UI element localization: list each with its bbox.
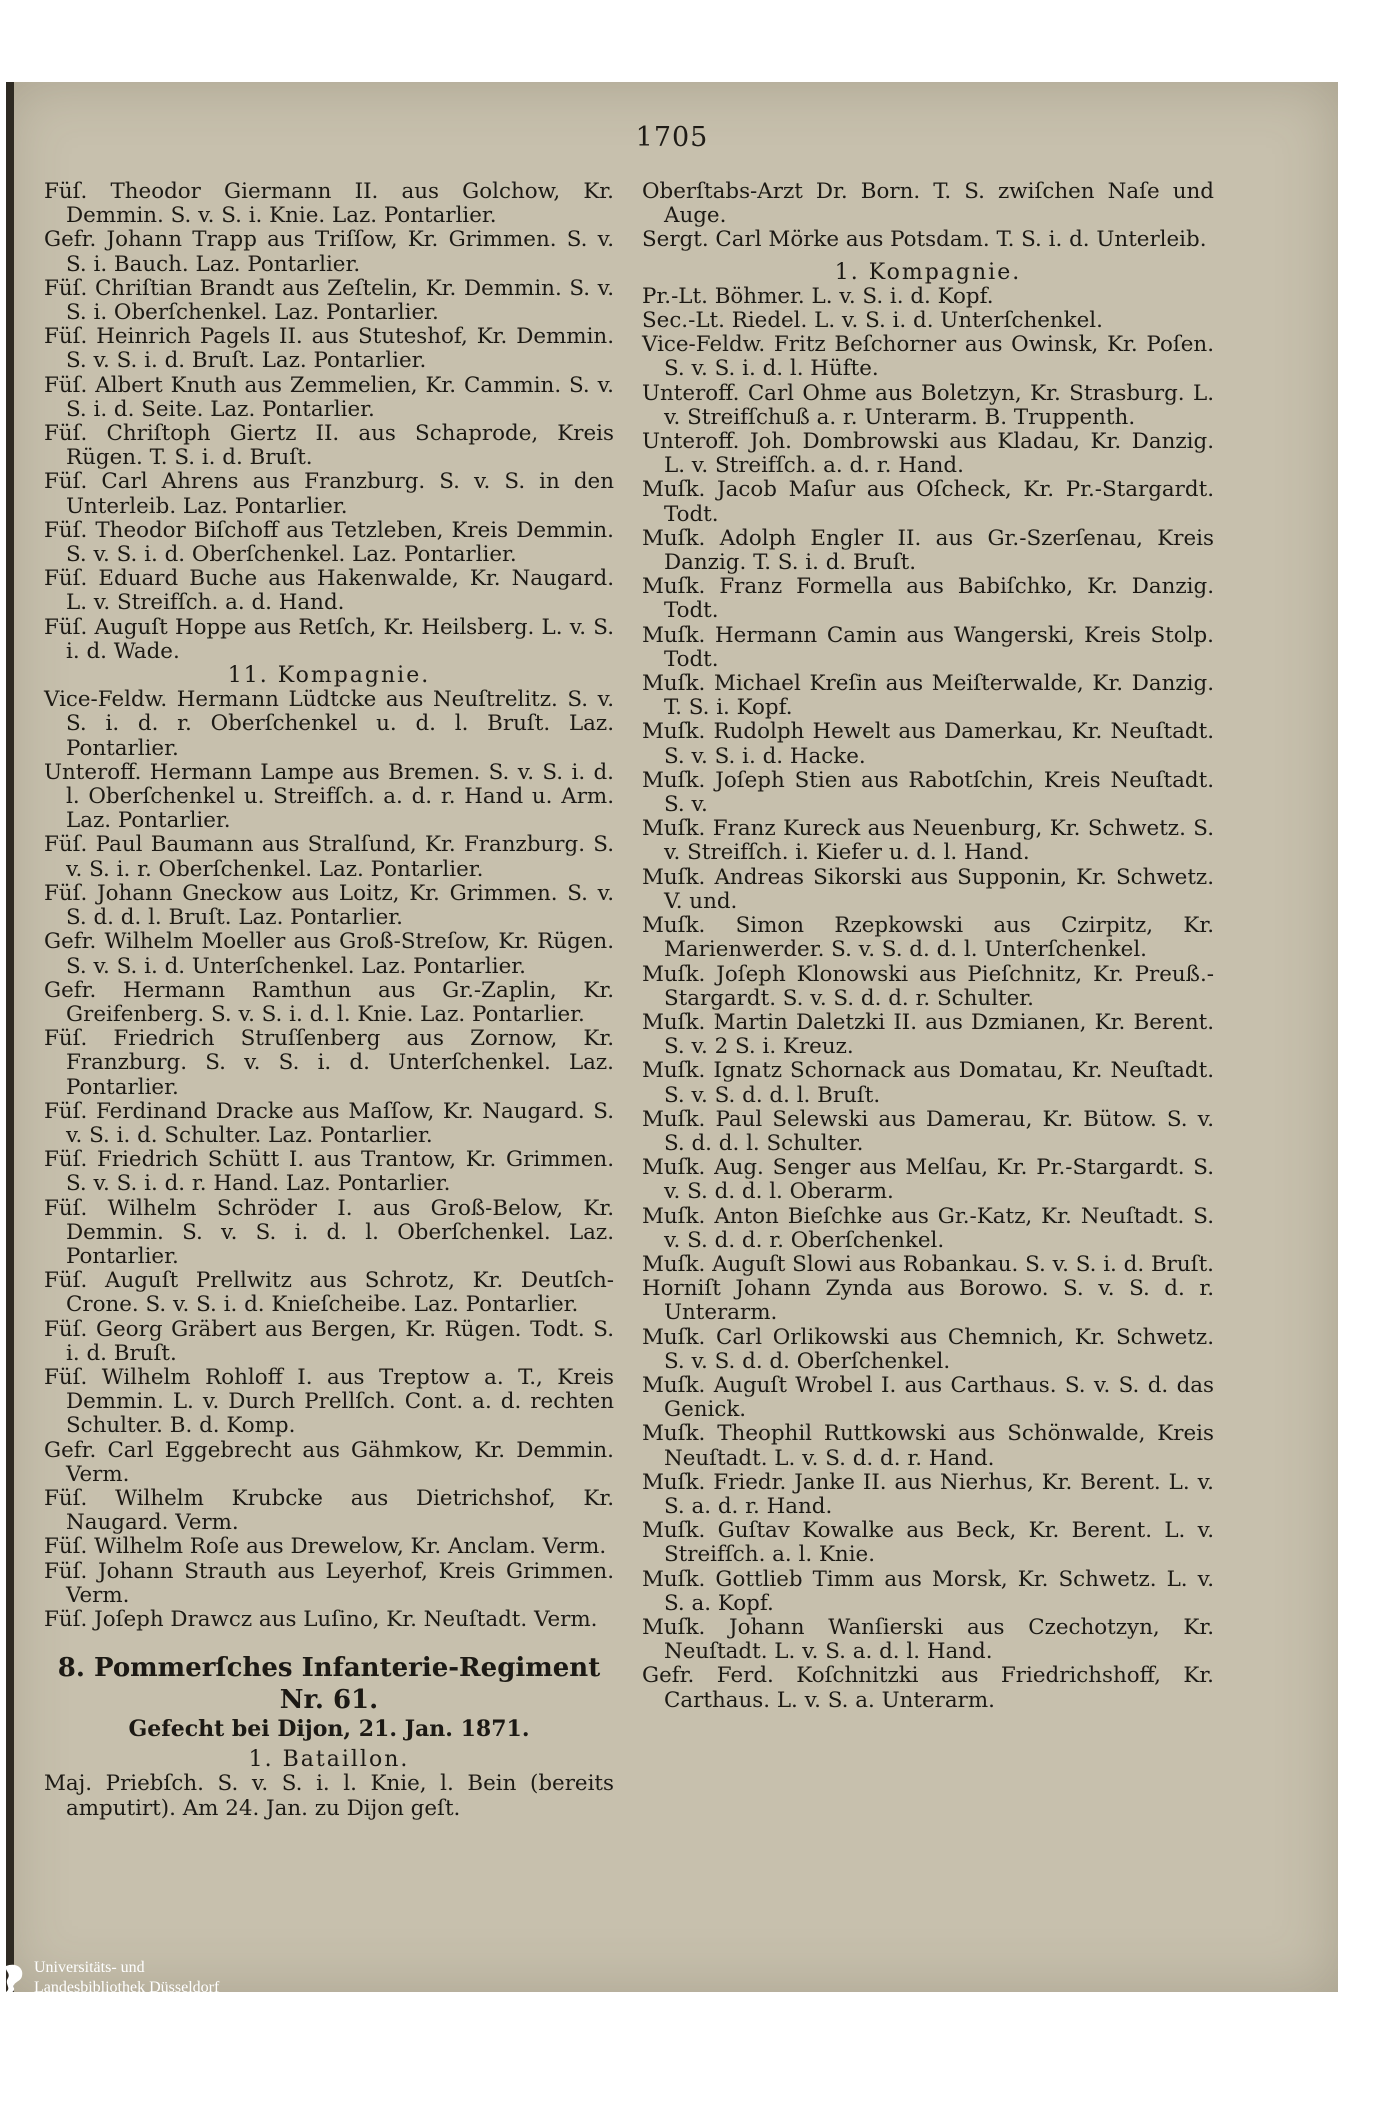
casualty-entry: Unteroff. Hermann Lampe aus Bremen. S. v. S. i. d. l. Oberſchenkel u. Streifſch. a. d. r. Hand u. Arm. Laz. Pontarlier.: [44, 759, 614, 834]
casualty-entry: Füſ. Georg Gräbert aus Bergen, Kr. Rügen. Todt. S. i. d. Bruſt.: [44, 1316, 614, 1366]
casualty-entry: Horniſt Johann Zynda aus Borowo. S. v. S. d. r. Unterarm.: [642, 1276, 1214, 1326]
casualty-entry: Füſ. Chriſtian Brandt aus Zeſtelin, Kr. Demmin. S. v. S. i. Oberſchenkel. Laz. Pontarlier.: [44, 275, 614, 326]
casualty-entry: Muſk. Paul Selewski aus Damerau, Kr. Bütow. S. v. S. d. d. l. Schulter.: [642, 1106, 1214, 1156]
page-binding-edge: [6, 82, 14, 1992]
library-watermark: [0, 1954, 260, 2004]
casualty-entry: Muſk. Auguſt Slowi aus Robankau. S. v. S. i. d. Bruſt.: [642, 1251, 1214, 1277]
regiment-title: 8. Pommerſches Infanterie-Regiment Nr. 61.: [57, 1653, 601, 1716]
battle-title: Gefecht bei Dijon, 21. Jan. 1871.: [128, 1716, 530, 1743]
page-number: 1705: [635, 122, 709, 153]
right-entries-list-2: [642, 285, 1214, 1713]
casualty-entry: Füſ. Johann Gneckow aus Loitz, Kr. Grimmen. S. v. S. d. d. l. Bruſt. Laz. Pontarlier.: [44, 880, 614, 931]
casualty-entry: Muſk. Andreas Sikorski aus Supponin, Kr. Schwetz. V. und.: [642, 864, 1214, 914]
library-name: [34, 1958, 219, 1998]
company-heading-11: 11. Kompagnie.: [227, 663, 431, 689]
casualty-entry: Muſk. Simon Rzepkowski aus Czirpitz, Kr. Marienwerder. S. v. S. d. d. l. Unterſchenkel.: [642, 913, 1214, 963]
casualty-entry: Muſk. Carl Orlikowski aus Chemnich, Kr. Schwetz. S. v. S. d. d. Oberſchenkel.: [642, 1324, 1214, 1374]
left-entries-list: [44, 180, 614, 664]
left-column: [44, 180, 614, 1821]
casualty-entry: Oberſtabs-Arzt Dr. Born. T. S. zwiſchen Naſe und Auge.: [642, 179, 1214, 229]
casualty-entry: Füſ. Wilhelm Schröder I. aus Groß-Below, Kr. Demmin. S. v. S. i. d. l. Oberſchenkel. Laz. Pontarlier.: [44, 1195, 614, 1269]
casualty-entry: Muſk. Anton Bieſchke aus Gr.-Katz, Kr. Neuſtadt. S. v. S. d. d. r. Oberſchenkel.: [642, 1203, 1214, 1253]
casualty-entry: Gefr. Ferd. Koſchnitzki aus Friedrichshoff, Kr. Carthaus. L. v. S. a. Unterarm.: [642, 1663, 1214, 1713]
library-name-line-2: Landesbibliothek Düsseldorf: [34, 1979, 220, 1996]
casualty-entry: Muſk. Michael Kreſin aus Meiſterwalde, Kr. Danzig. T. S. i. Kopf.: [642, 671, 1214, 721]
casualty-entry: Muſk. Theophil Ruttkowski aus Schönwalde, Kreis Neuſtadt. L. v. S. d. d. r. Hand.: [642, 1421, 1214, 1471]
battalion-heading: 1. Bataillon.: [248, 1747, 410, 1773]
casualty-entry: Füſ. Wilhelm Rohloff I. aus Treptow a. T., Kreis Demmin. L. v. Durch Prellſch. Cont. a. d. rechten Schulter. B. d. Komp.: [44, 1364, 614, 1439]
casualty-entry: Füſ. Wilhelm Roſe aus Drewelow, Kr. Anclam. Verm.: [44, 1534, 607, 1560]
casualty-entry: Pr.-Lt. Böhmer. L. v. S. i. d. Kopf.: [642, 283, 994, 309]
casualty-entry: Füſ. Johann Strauth aus Leyerhof, Kreis Grimmen. Verm.: [44, 1558, 614, 1608]
casualty-entry: Gefr. Carl Eggebrecht aus Gähmkow, Kr. Demmin. Verm.: [44, 1437, 614, 1487]
casualty-entry: Füſ. Theodor Giermann II. aus Golchow, Kr. Demmin. S. v. S. i. Knie. Laz. Pontarlier.: [44, 179, 614, 229]
casualty-entry: Muſk. Adolph Engler II. aus Gr.-Szerſenau, Kreis Danzig. T. S. i. d. Bruſt.: [642, 525, 1214, 576]
book-page: [6, 82, 1338, 1992]
casualty-entry: Muſk. Hermann Camin aus Wangerski, Kreis Stolp. Todt.: [642, 622, 1214, 672]
casualty-entry: Vice-Feldw. Fritz Beſchorner aus Owinsk, Kr. Poſen. S. v. S. i. d. l. Hüfte.: [642, 332, 1214, 382]
casualty-entry: Muſk. Johann Wanſierski aus Czechotzyn, Kr. Neuſtadt. L. v. S. a. d. l. Hand.: [642, 1614, 1214, 1665]
casualty-entry: Unteroff. Joh. Dombrowski aus Kladau, Kr. Danzig. L. v. Streifſch. a. d. r. Hand.: [642, 429, 1214, 479]
casualty-entry: Füſ. Friedrich Struſſenberg aus Zornow, Kr. Franzburg. S. v. S. i. d. Unterſchenkel. Laz. Pontarlier.: [44, 1026, 614, 1100]
left-entries-list-3: [44, 1772, 614, 1820]
casualty-entry: Muſk. Joſeph Klonowski aus Pieſchnitz, Kr. Preuß.-Stargardt. S. v. S. d. d. r. Schulter.: [642, 961, 1214, 1011]
casualty-entry: Muſk. Guſtav Kowalke aus Beck, Kr. Berent. L. v. Streifſch. a. l. Knie.: [642, 1518, 1214, 1568]
casualty-entry: Maj. Priebſch. S. v. S. i. l. Knie, l. Bein (bereits amputirt). Am 24. Jan. zu Dijon geſt.: [44, 1771, 614, 1821]
casualty-entry: Muſk. Joſeph Stien aus Rabotſchin, Kreis Neuſtadt. S. v.: [642, 767, 1214, 818]
casualty-entry: Füſ. Heinrich Pagels II. aus Stuteshof, Kr. Demmin. S. v. S. i. d. Bruſt. Laz. Pontarlier.: [44, 324, 614, 374]
casualty-entry: Muſk. Franz Formella aus Babiſchko, Kr. Danzig. Todt.: [642, 574, 1214, 624]
casualty-entry: Füſ. Carl Ahrens aus Franzburg. S. v. S. in den Unterleib. Laz. Pontarlier.: [44, 469, 614, 519]
casualty-entry: Füſ. Theodor Biſchoff aus Tetzleben, Kreis Demmin. S. v. S. i. d. Oberſchenkel. Laz. Pontarlier.: [44, 517, 614, 568]
casualty-entry: Vice-Feldw. Hermann Lüdtcke aus Neuſtrelitz. S. v. S. i. d. r. Oberſchenkel u. d. l. Bruſt. Laz. Pontarlier.: [44, 687, 614, 761]
casualty-entry: Füſ. Paul Baumann aus Stralſund, Kr. Franzburg. S. v. S. i. r. Oberſchenkel. Laz. Pontarlier.: [44, 832, 614, 882]
casualty-entry: Gefr. Wilhelm Moeller aus Groß-Streſow, Kr. Rügen. S. v. S. i. d. Unterſchenkel. Laz. Pontarlier.: [44, 929, 614, 979]
casualty-entry: Muſk. Auguſt Wrobel I. aus Carthaus. S. v. S. d. das Genick.: [642, 1372, 1214, 1423]
right-column: [642, 180, 1214, 1713]
casualty-entry: Muſk. Gottlieb Timm aus Morsk, Kr. Schwetz. L. v. S. a. Kopf.: [642, 1566, 1214, 1616]
casualty-entry: Muſk. Martin Daletzki II. aus Dzmianen, Kr. Berent. S. v. 2 S. i. Kreuz.: [642, 1009, 1214, 1060]
casualty-entry: Sec.-Lt. Riedel. L. v. S. i. d. Unterſchenkel.: [642, 308, 1103, 334]
casualty-entry: Sergt. Carl Mörke aus Potsdam. T. S. i. d. Unterleib.: [642, 227, 1207, 253]
casualty-entry: Füſ. Friedrich Schütt I. aus Trantow, Kr. Grimmen. S. v. S. i. d. r. Hand. Laz. Pontarlier.: [44, 1147, 614, 1197]
left-entries-list-2: [44, 688, 614, 1632]
casualty-entry: Füſ. Eduard Buche aus Hakenwalde, Kr. Naugard. L. v. Streifſch. a. d. Hand.: [44, 566, 614, 616]
casualty-entry: Muſk. Franz Kureck aus Neuenburg, Kr. Schwetz. S. v. Streifſch. i. Kiefer u. d. l. Hand.: [642, 816, 1214, 866]
casualty-entry: Muſk. Ignatz Schornack aus Domatau, Kr. Neuſtadt. S. v. S. d. d. l. Bruſt.: [642, 1058, 1214, 1108]
library-name-line-1: Universitäts- und: [34, 1959, 145, 1976]
casualty-entry: Muſk. Rudolph Hewelt aus Damerkau, Kr. Neuſtadt. S. v. S. i. d. Hacke.: [642, 719, 1214, 769]
casualty-entry: Füſ. Chriſtoph Giertz II. aus Schaprode, Kreis Rügen. T. S. i. d. Bruſt.: [44, 421, 614, 471]
casualty-entry: Füſ. Joſeph Drawcz aus Luſino, Kr. Neuſtadt. Verm.: [44, 1606, 598, 1632]
casualty-entry: Unteroff. Carl Ohme aus Boletzyn, Kr. Strasburg. L. v. Streifſchuß a. r. Unterarm. B. Truppenth.: [642, 380, 1214, 430]
right-entries-list: [642, 180, 1214, 253]
company-heading-1: 1. Kompagnie.: [834, 259, 1022, 285]
casualty-entry: Füſ. Auguſt Hoppe aus Retſch, Kr. Heilsberg. L. v. S. i. d. Wade.: [44, 614, 614, 664]
casualty-entry: Füſ. Auguſt Prellwitz aus Schrotz, Kr. Deutſch-Crone. S. v. S. i. d. Knieſcheibe. Laz. Pontarlier.: [44, 1268, 614, 1318]
casualty-entry: Gefr. Hermann Ramthun aus Gr.-Zaplin, Kr. Greifenberg. S. v. S. i. d. l. Knie. Laz. Pontarlier.: [44, 977, 614, 1027]
library-logo-icon: [2, 1960, 28, 1996]
casualty-entry: Füſ. Wilhelm Krubcke aus Dietrichshof, Kr. Naugard. Verm.: [44, 1485, 614, 1536]
casualty-entry: Füſ. Albert Knuth aus Zemmelien, Kr. Cammin. S. v. S. i. d. Seite. Laz. Pontarlier.: [44, 372, 614, 422]
casualty-entry: Muſk. Aug. Senger aus Melſau, Kr. Pr.-Stargardt. S. v. S. d. d. l. Oberarm.: [642, 1155, 1214, 1205]
casualty-entry: Muſk. Jacob Maſur aus Oſcheck, Kr. Pr.-Stargardt. Todt.: [642, 477, 1214, 527]
casualty-entry: Muſk. Friedr. Janke II. aus Nierhus, Kr. Berent. L. v. S. a. d. r. Hand.: [642, 1469, 1214, 1519]
casualty-entry: Gefr. Johann Trapp aus Triſſow, Kr. Grimmen. S. v. S. i. Bauch. Laz. Pontarlier.: [44, 227, 614, 277]
casualty-entry: Füſ. Ferdinand Dracke aus Maſſow, Kr. Naugard. S. v. S. i. d. Schulter. Laz. Pontarlier.: [44, 1098, 614, 1148]
